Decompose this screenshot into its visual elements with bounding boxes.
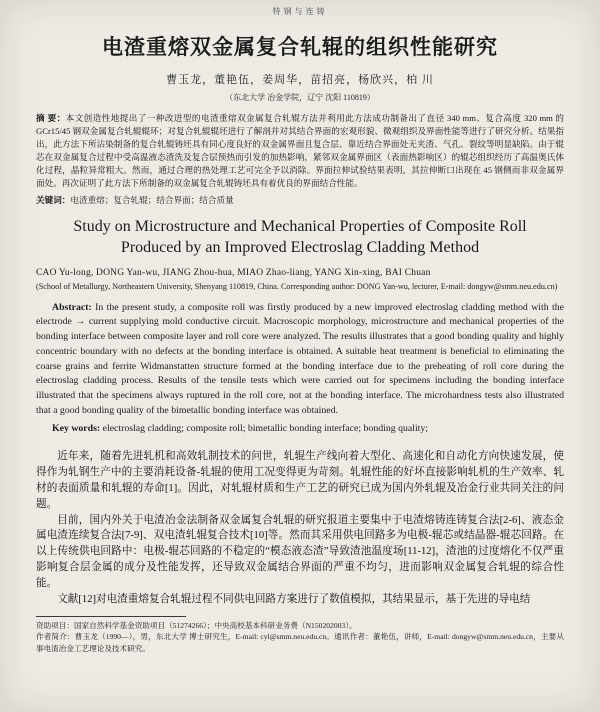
affiliation-en: (School of Metallurgy, Northeastern University, Shenyang 110819, China. Corresponding author: DONG Yan-wu, lecturer, E-mail: dongyw@smm.neu.edu.cn): [36, 281, 558, 291]
footnotes: [36, 620, 564, 654]
abstract-en: [36, 301, 564, 419]
authors-en: CAO Yu-long, DONG Yan-wu, JIANG Zhou-hua, MIAO Zhao-liang, YANG Xin-xing, BAI Chuan: [36, 267, 431, 278]
body-paragraph: 目前，国内外关于电渣冶金法制备双金属复合轧辊的研究报道主要集中于电渣熔铸连铸复合法[2-6]、液态金属电渣连续复合法[7-9]、双电渣轧辊复合技术[10]等。然而其采用供电回路多为电极-辊芯或结晶器-辊芯回路。在以上传统供电回路中：电极-辊芯回路的不稳定的“模态液态渣”导致渣池温度场[11-12]，渣池的过度熔化不仅严重影响复合层金属的成分及性能发挥，还导致双金属结合界面的严重不均匀，进而影响双金属复合轧辊的综合性能。: [36, 514, 564, 590]
body-paragraph: 文献[12]对电渣重熔复合轧辊过程不同供电回路方案进行了数值模拟，其结果显示，基于先进的导电结: [57, 593, 531, 605]
abstract-zh: [36, 112, 564, 190]
paper-title-en: Study on Microstructure and Mechanical Properties of Composite Roll Produced by an Improved Electroslag Cladding Method: [73, 218, 527, 257]
body-text: [36, 449, 564, 608]
running-head: 特钢与连铸: [272, 7, 328, 16]
authors-zh: 曹玉龙，董艳伍，姜周华，苗招亮，杨欣兴，柏 川: [166, 74, 434, 86]
abstract-zh-text: 本文创造性地提出了一种改进型的电渣重熔双金属复合轧辊方法并利用此方法成功制备出了直径 340 mm、复合高度 320 mm 的 GCr15/45 钢双金属复合轧辊辊环；对复合轧辊辊坯进行了解剖并对其结合界面的宏观形貌、微观组织及界面性能等进行了研究分析。结果指出，此方法下所沾染制备的复合轧辊铸坯具有同心度良好的双金属界面且复合层、靠近结合界面处无夹渣、气孔、裂纹等明显缺陷。由于辊芯在双金属复合过程中受高温液态渣洗及复合层预热而引发的加热影响，紧邻双金属界面区（表面热影响区）的辊芯组织经历了高温奥氏体化过程，晶粒异常粗大。然而，通过合理的热处理工艺可完全予以消除。界面拉伸试验结果表明，其拉伸断口出现在 45 钢侧而非双金属界面处。再次证明了此方法下所制备的双金属复合轧辊铸坯具有着优良的界面结合性能。: [36, 113, 564, 189]
abstract-en-text: In the present study, a composite roll was firstly produced by a new improved electroslag cladding method with the electrode → current supplying mold conductive circuit. Macroscopic morphology, microstructure and mechanical properties of the bonding interface between composite layer and roll core were analyzed. The results illustrates that a good bonding quality and highly concentric boundary with no defects at the bonding interface is obtained. A suitable heat treatment is beneficial to eliminating the coarse grains and ferrite Widmanstatten structure formed at the bonding interface due to the preheating of roll core during the electroslag cladding process. Results of the tensile tests which were carried out for specimens including the bonding interface illustrated that the specimens always ruptured in the roll core, not at the bonding interface. The microhardness tests also illustrated that a good bonding quality of the bimetallic bonding interface was obtained.: [36, 301, 565, 416]
affiliation-zh: （东北大学 冶金学院，辽宁 沈阳 110819）: [225, 93, 375, 102]
keywords-zh-label: 关键词：: [36, 195, 71, 206]
abstract-zh-label: 摘 要：: [36, 113, 66, 123]
paper-title-zh: 电渣重熔双金属复合轧辊的组织性能研究: [102, 35, 498, 59]
keywords-zh-text: 电渣重熔；复合轧辊；结合界面；结合质量: [70, 195, 234, 206]
abstract-en-label: Abstract:: [52, 301, 92, 313]
keywords-en-text: electroslag cladding; composite roll; bimetallic bonding interface; bonding quality;: [102, 423, 429, 435]
body-paragraph: 近年来，随着先进轧机和高效轧制技术的问世，轧辊生产线向着大型化、高速化和自动化方向快速发展，使得作为轧钢生产中的主要消耗设备-轧辊的使用工况变得更为苛刻。轧辊性能的好坏直接影响轧机的生产效率、轧材的表面质量和轧辊的寿命[1]。因此，对轧辊材质和生产工艺的研究已成为国内外轧辊及冶金行业共同关注的问题。: [36, 450, 564, 510]
footnote-author-bio: 作者简介：曹玉龙（1990—），男，东北大学 博士研究生，E-mail: cyl@smm.neu.edu.cn。通讯作者：董艳伍，讲师，E-mail: dongyw@smm.neu.edu.cn，主要从事电渣冶金工艺理论及技术研究。: [36, 632, 564, 653]
footnote-divider: [36, 616, 186, 617]
footnote-funding: 资助项目：国家自然科学基金资助项目（51274266）；中央高校基本科研业务费（N150202003）。: [36, 620, 357, 630]
keywords-zh: [36, 194, 564, 207]
keywords-en: [36, 422, 564, 437]
keywords-en-label: Key words:: [52, 423, 101, 435]
